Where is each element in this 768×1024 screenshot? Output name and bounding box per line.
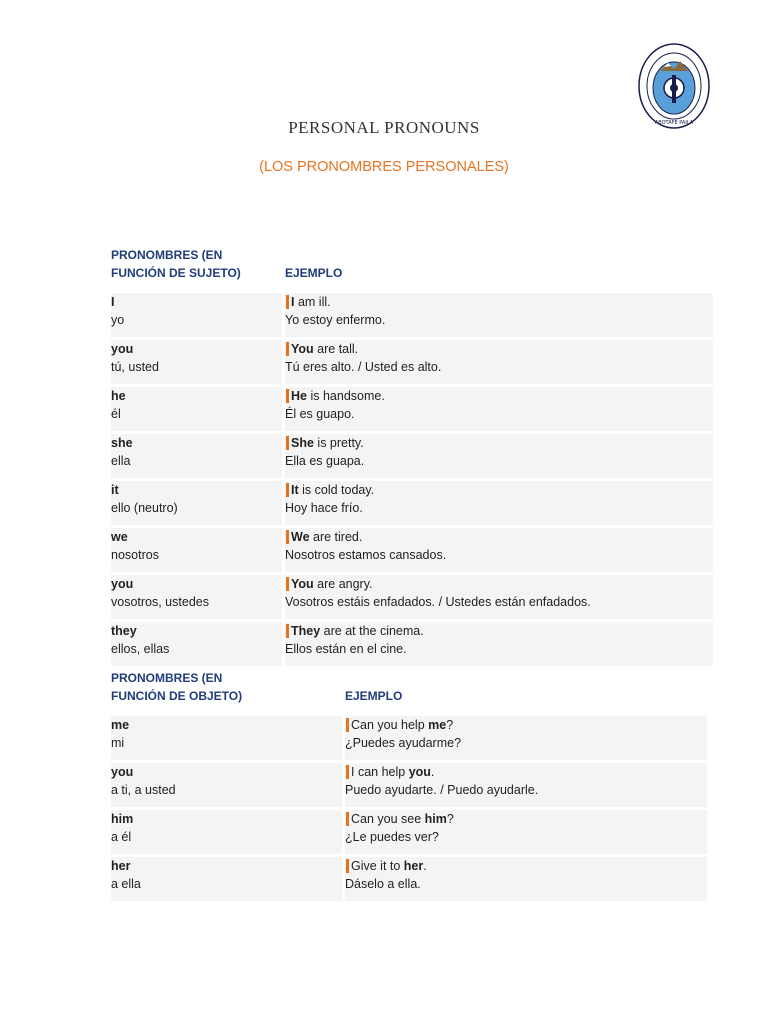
object-col1-header-line1: PRONOMBRES (EN [111,671,223,685]
example-english-text [285,342,358,356]
pronoun-spanish: a ti, a usted [111,783,176,797]
example-pre: I can help [351,765,409,779]
accent-bar-icon [286,342,289,356]
example-cell [345,716,707,760]
table-row [111,434,713,478]
pronoun-spanish: ellos, ellas [111,642,170,656]
pronoun-cell [111,434,282,478]
example-cell [285,575,713,619]
example-spanish: Ella es guapa. [285,454,365,468]
pronoun-english: he [111,389,126,403]
pronoun-english: you [111,577,134,591]
pronoun-spanish: ella [111,454,131,468]
example-english-text [345,859,427,873]
object-col1-header-line2: FUNCIÓN DE OBJETO) [111,689,243,703]
example-english [285,340,713,358]
pronoun-english: she [111,436,133,450]
table-row [111,763,707,807]
pronoun-spanish: ello (neutro) [111,501,178,515]
accent-bar-icon [286,389,289,403]
table-row [111,716,707,760]
table-row [111,293,713,337]
subject-col2-header: EJEMPLO [285,266,343,280]
example-english [285,387,713,405]
accent-bar-icon [346,859,349,873]
example-bold-pronoun: He [291,389,307,403]
table-row [111,810,707,854]
pronoun-cell [111,763,342,807]
subject-col1-header-line2: FUNCIÓN DE SUJETO) [111,266,241,280]
table-row [111,528,713,572]
object-col1-header [111,669,242,705]
pronoun-spanish: a ella [111,877,141,891]
example-bold-pronoun: It [291,483,299,497]
accent-bar-icon [286,624,289,638]
example-english [285,575,713,593]
example-spanish: Dáselo a ella. [345,877,421,891]
example-spanish: ¿Le puedes ver? [345,830,439,844]
object-col2-header: EJEMPLO [345,689,403,703]
example-bold-pronoun: You [291,577,314,591]
institution-seal-icon [638,43,710,129]
pronoun-spanish: yo [111,313,125,327]
example-bold-pronoun: You [291,342,314,356]
example-spanish: Tú eres alto. / Usted es alto. [285,360,442,374]
pronoun-spanish: a él [111,830,132,844]
example-english-text [285,436,364,450]
example-cell [285,528,713,572]
table-row [111,622,713,666]
pronoun-cell [111,810,342,854]
example-english [285,481,713,499]
pronoun-spanish: tú, usted [111,360,159,374]
pronoun-cell [111,857,342,901]
pronoun-cell [111,716,342,760]
example-rest: are tired. [309,530,363,544]
example-english-text [285,389,385,403]
example-cell [345,763,707,807]
example-rest: are at the cinema. [320,624,424,638]
example-cell [285,622,713,666]
accent-bar-icon [286,577,289,591]
example-cell [285,481,713,525]
pronoun-english: me [111,718,130,732]
example-bold-pronoun: him [424,812,447,826]
pronoun-spanish: él [111,407,121,421]
pronoun-english: I [111,295,115,309]
pronoun-spanish: nosotros [111,548,159,562]
example-post: . [423,859,427,873]
subject-col1-header-line1: PRONOMBRES (EN [111,248,223,262]
example-spanish: Ellos están en el cine. [285,642,407,656]
accent-bar-icon [286,530,289,544]
example-pre: Can you see [351,812,425,826]
example-cell [345,857,707,901]
example-cell [285,434,713,478]
example-bold-pronoun: I [291,295,295,309]
example-cell [285,293,713,337]
example-bold-pronoun: her [403,859,424,873]
example-english-text [285,624,424,638]
accent-bar-icon [346,718,349,732]
accent-bar-icon [286,295,289,309]
pronoun-spanish: vosotros, ustedes [111,595,209,609]
table-row [111,387,713,431]
example-post: ? [446,718,454,732]
example-rest: are angry. [313,577,373,591]
pronoun-english: her [111,859,131,873]
pronoun-spanish: mi [111,736,125,750]
example-spanish: Vosotros estáis enfadados. / Ustedes están enfadados. [285,595,591,609]
page-subtitle: (LOS PRONOMBRES PERSONALES) [259,159,509,175]
pronoun-cell [111,481,282,525]
example-english [285,528,713,546]
accent-bar-icon [346,765,349,779]
example-post: ? [446,812,454,826]
example-cell [345,810,707,854]
pronoun-cell [111,387,282,431]
example-english [345,810,707,828]
pronoun-cell [111,622,282,666]
accent-bar-icon [346,812,349,826]
example-pre: Can you help [351,718,429,732]
example-spanish: Nosotros estamos cansados. [285,548,447,562]
table-row [111,340,713,384]
example-bold-pronoun: They [291,624,321,638]
example-rest: is cold today. [298,483,375,497]
example-english-text [345,765,434,779]
pronoun-cell [111,340,282,384]
example-english-text [285,295,331,309]
subject-col1-header [111,246,241,282]
pronoun-english: you [111,342,134,356]
subject-pronoun-table [111,293,713,669]
table-row [111,857,707,901]
table-row [111,481,713,525]
page-title: PERSONAL PRONOUNS [288,118,480,137]
example-rest: is handsome. [306,389,385,403]
example-english [345,763,707,781]
example-bold-pronoun: you [408,765,431,779]
example-english-text [285,530,362,544]
example-rest: is pretty. [313,436,364,450]
example-english-text [345,812,454,826]
example-pre: Give it to [351,859,404,873]
pronoun-cell [111,575,282,619]
example-english [345,716,707,734]
table-row [111,575,713,619]
pronoun-english: him [111,812,134,826]
example-english-text [285,577,373,591]
example-english-text [285,483,374,497]
example-rest: are tall. [313,342,359,356]
example-bold-pronoun: She [291,436,314,450]
example-english [285,622,713,640]
example-spanish: ¿Puedes ayudarme? [345,736,462,750]
pronoun-english: we [111,530,128,544]
example-cell [285,340,713,384]
pronoun-cell [111,293,282,337]
pronoun-cell [111,528,282,572]
svg-text:ABOTAFE PAILA: ABOTAFE PAILA [654,120,694,126]
pronoun-english: they [111,624,137,638]
example-english [345,857,707,875]
example-spanish: Hoy hace frío. [285,501,363,515]
accent-bar-icon [286,436,289,450]
pronoun-english: it [111,483,119,497]
example-spanish: Yo estoy enfermo. [285,313,386,327]
object-pronoun-table [111,716,707,904]
example-english [285,293,713,311]
example-cell [285,387,713,431]
example-rest: am ill. [294,295,331,309]
example-spanish: Él es guapo. [285,407,355,421]
pronoun-english: you [111,765,134,779]
example-bold-pronoun: me [428,718,447,732]
example-english [285,434,713,452]
example-english-text [345,718,453,732]
example-bold-pronoun: We [291,530,310,544]
accent-bar-icon [286,483,289,497]
example-post: . [430,765,435,779]
example-spanish: Puedo ayudarte. / Puedo ayudarle. [345,783,539,797]
